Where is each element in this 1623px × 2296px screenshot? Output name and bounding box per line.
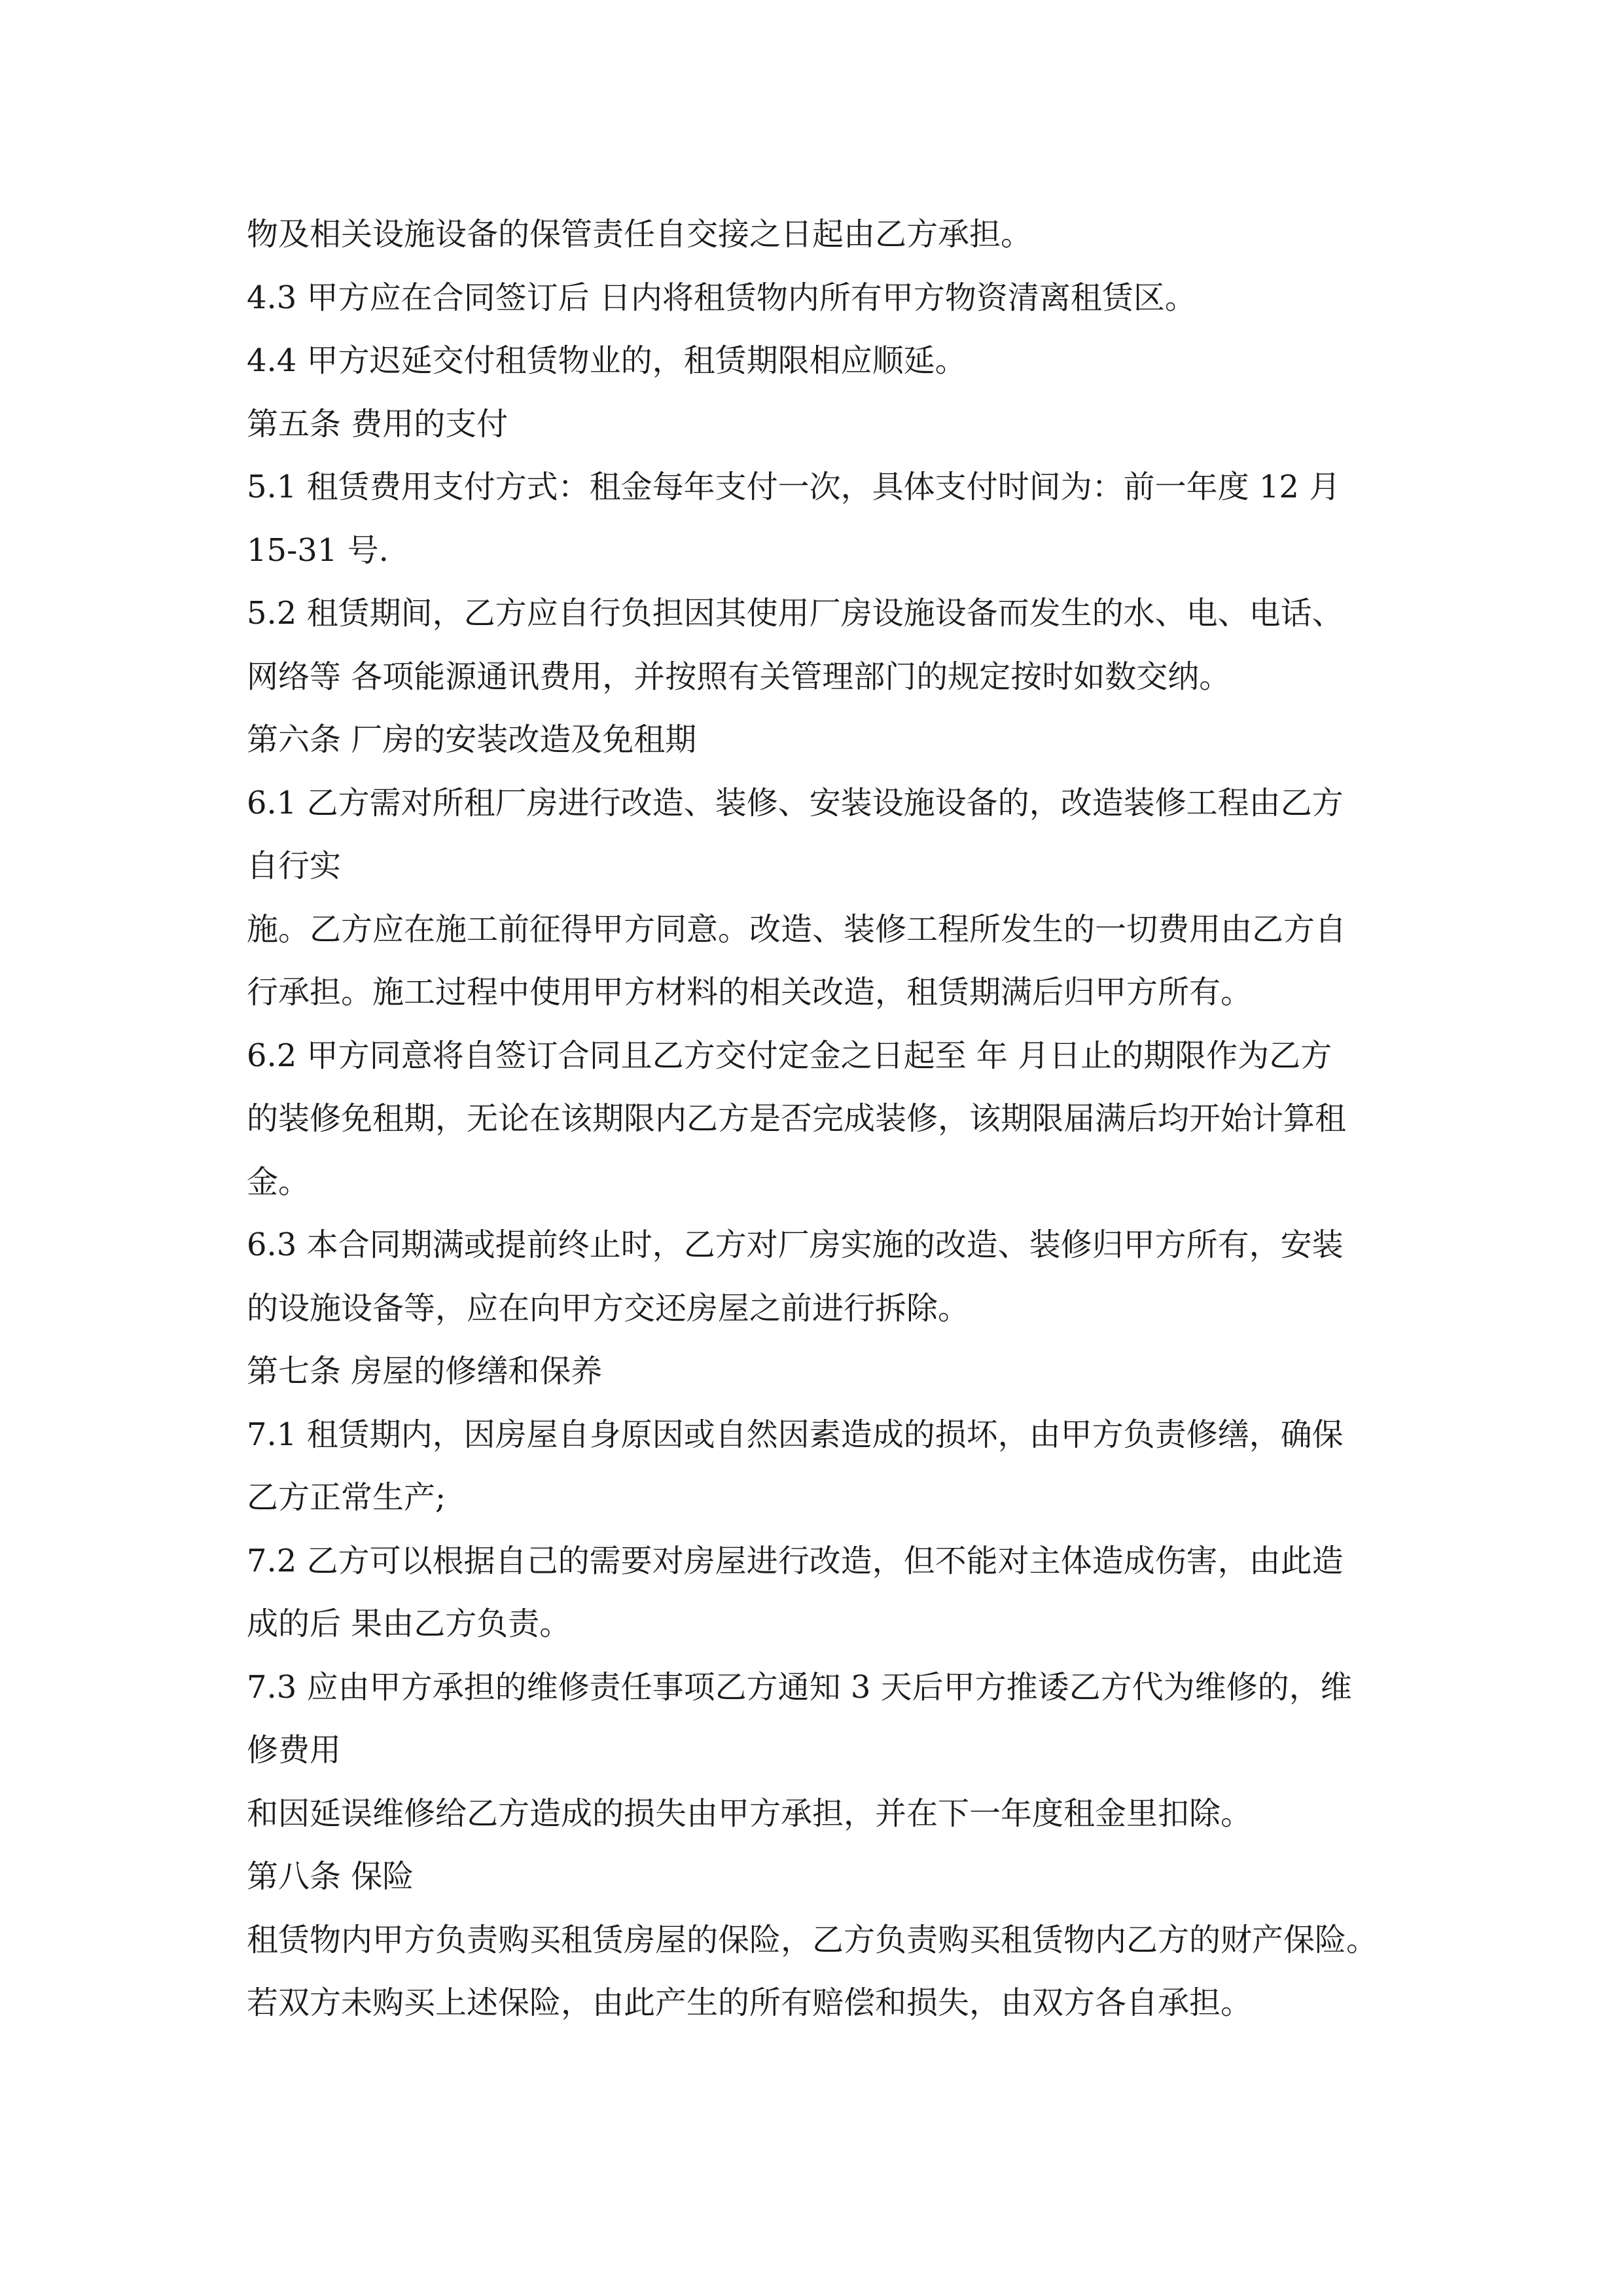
clause-5-1: 5.1 租赁费用支付方式：租金每年支付一次，具体支付时间为：前一年度 12 月 xyxy=(247,469,1341,505)
article-8-heading: 第八条 保险 xyxy=(247,1858,414,1895)
clause-4-4: 4.4 甲方迟延交付租赁物业的，租赁期限相应顺延。 xyxy=(247,342,967,379)
clause-4-3: 4.3 甲方应在合同签订后 日内将租赁物内所有甲方物资清离租赁区。 xyxy=(247,279,1196,316)
text-line: 自行实 xyxy=(247,848,342,884)
text-line: 物及相关设施设备的保管责任自交接之日起由乙方承担。 xyxy=(247,216,1033,253)
clause-6-1: 6.1 乙方需对所租厂房进行改造、装修、安装设施设备的，改造装修工程由乙方 xyxy=(247,784,1344,821)
text-line: 乙方正常生产; xyxy=(247,1479,446,1516)
text-line: 成的后 果由乙方负责。 xyxy=(247,1605,571,1642)
text-line: 金。 xyxy=(247,1163,310,1200)
clause-7-3: 7.3 应由甲方承担的维修责任事项乙方通知 3 天后甲方推诿乙方代为维修的，维 xyxy=(247,1668,1352,1706)
text-line: 的设施设备等，应在向甲方交还房屋之前进行拆除。 xyxy=(247,1289,970,1327)
clause-5-2: 5.2 租赁期间，乙方应自行负担因其使用厂房设施设备而发生的水、电、电话、 xyxy=(247,595,1344,632)
clause-7-2: 7.2 乙方可以根据自己的需要对房屋进行改造，但不能对主体造成伤害，由此造 xyxy=(247,1542,1344,1579)
clause-7-1: 7.1 租赁期内，因房屋自身原因或自然因素造成的损坏，由甲方负责修缮，确保 xyxy=(247,1416,1344,1453)
clause-6-2: 6.2 甲方同意将自签订合同且乙方交付定金之日起至 年 月日止的期限作为乙方 xyxy=(247,1037,1332,1074)
article-6-heading: 第六条 厂房的安装改造及免租期 xyxy=(247,721,697,758)
text-line: 若双方未购买上述保险，由此产生的所有赔偿和损失，由双方各自承担。 xyxy=(247,1984,1253,2021)
text-line: 租赁物内甲方负责购买租赁房屋的保险，乙方负责购买租赁物内乙方的财产保险。 xyxy=(247,1921,1378,1958)
article-5-heading: 第五条 费用的支付 xyxy=(247,405,508,442)
article-7-heading: 第七条 房屋的修缮和保养 xyxy=(247,1353,603,1390)
document-body xyxy=(247,203,1418,2035)
clause-6-3: 6.3 本合同期满或提前终止时，乙方对厂房实施的改造、装修归甲方所有，安装 xyxy=(247,1227,1344,1263)
text-line: 15-31 号. xyxy=(247,531,389,569)
text-line: 修费用 xyxy=(247,1732,342,1768)
text-line: 网络等 各项能源通讯费用，并按照有关管理部门的规定按时如数交纳。 xyxy=(247,658,1231,695)
text-line: 施。乙方应在施工前征得甲方同意。改造、装修工程所发生的一切费用由乙方自 xyxy=(247,910,1347,948)
text-line: 和因延误维修给乙方造成的损失由甲方承担，并在下一年度租金里扣除。 xyxy=(247,1795,1253,1832)
text-line: 的装修免租期，无论在该期限内乙方是否完成装修，该期限届满后均开始计算租 xyxy=(247,1100,1347,1137)
text-line: 行承担。施工过程中使用甲方材料的相关改造，租赁期满后归甲方所有。 xyxy=(247,974,1253,1011)
